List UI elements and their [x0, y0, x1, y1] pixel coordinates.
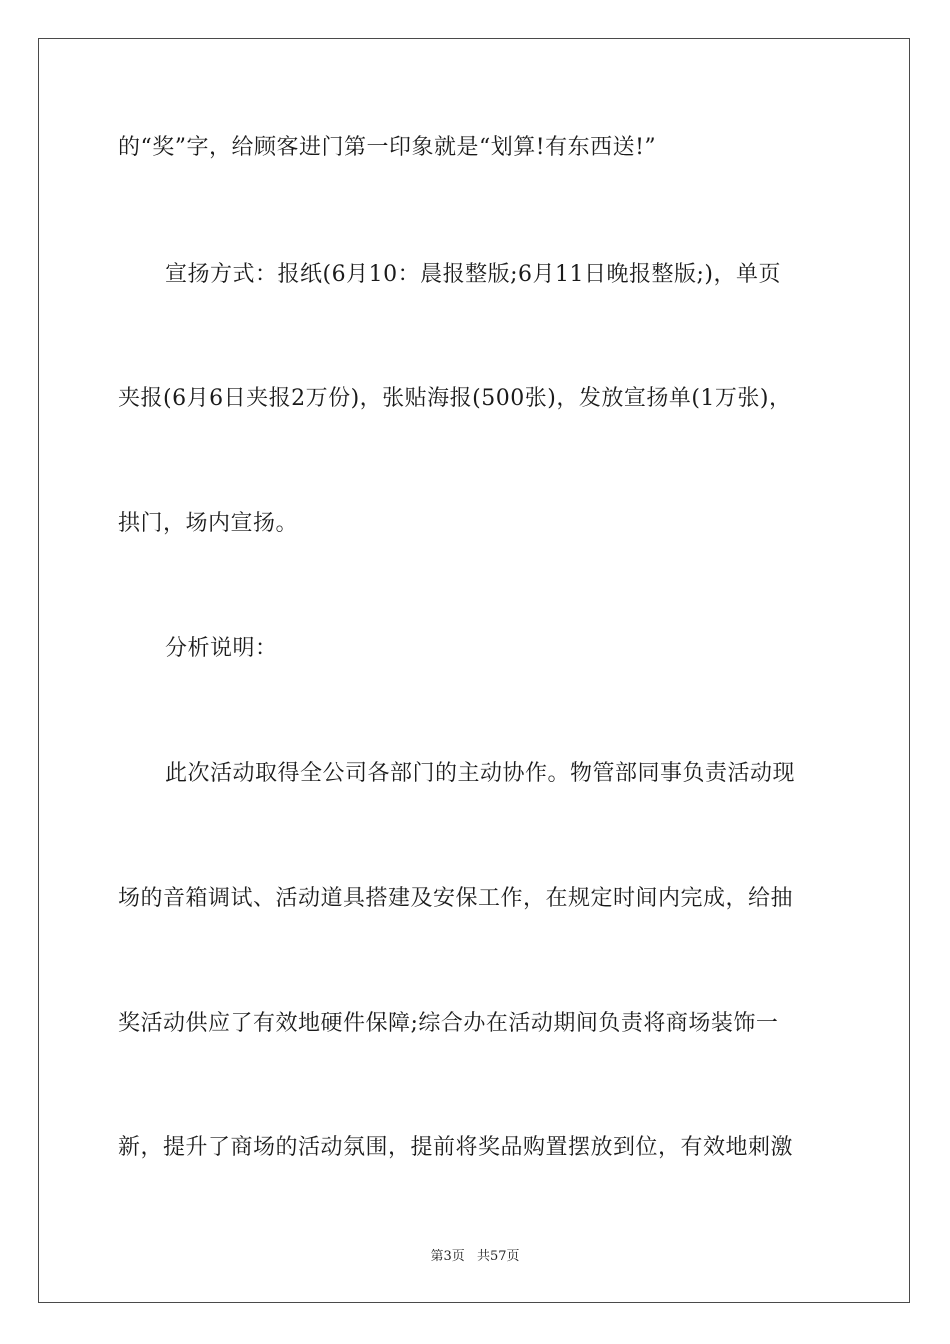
- page-total: 共57页: [476, 1249, 520, 1264]
- body-line-3: 夹报(6月6日夹报2万份)，张贴海报(500张)，发放宣扬单(1万张)，: [118, 386, 792, 411]
- body-line-9: 新，提升了商场的活动氛围，提前将奖品购置摆放到位，有效地刺激: [118, 1135, 794, 1160]
- body-line-4: 拱门，场内宣扬。: [118, 511, 299, 536]
- section-heading: 分析说明：: [165, 636, 278, 661]
- body-line-8: 奖活动供应了有效地硬件保障;综合办在活动期间负责将商场装饰一: [118, 1011, 779, 1036]
- page-footer: [0, 1248, 950, 1266]
- body-line-2: 宣扬方式：报纸(6月10：晨报整版;6月11日晚报整版;)，单页: [165, 262, 781, 287]
- page-number: 第3页: [430, 1249, 465, 1264]
- page-border: [38, 38, 910, 1303]
- body-line-7: 场的音箱调试、活动道具搭建及安保工作，在规定时间内完成，给抽: [118, 886, 794, 911]
- body-line-6: 此次活动取得全公司各部门的主动协作。物管部同事负责活动现: [165, 761, 796, 786]
- body-line-1: 的“奖”字，给顾客进门第一印象就是“划算!有东西送!”: [118, 135, 657, 160]
